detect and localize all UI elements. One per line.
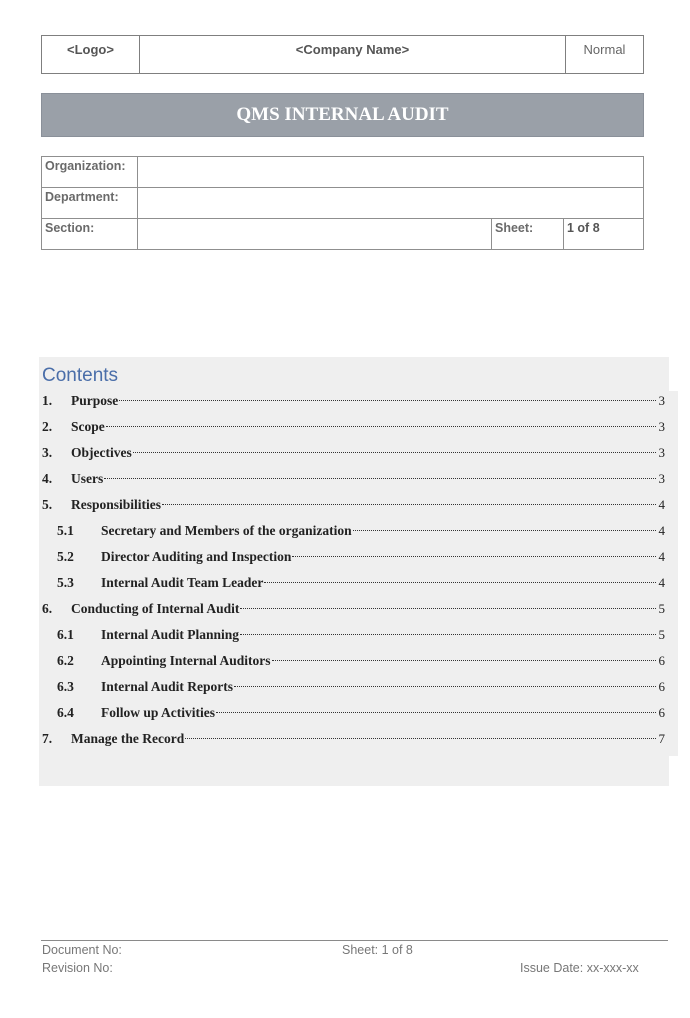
toc-entry-label: Responsibilities — [71, 497, 162, 512]
toc-entry-number: 5.1 — [57, 523, 74, 538]
toc-entry[interactable] — [42, 648, 665, 674]
toc-entry[interactable] — [42, 466, 665, 492]
toc-entry-label: Manage the Record — [71, 731, 185, 746]
toc-dot-leader — [353, 530, 656, 531]
header-table — [41, 35, 644, 74]
toc-entry[interactable] — [42, 518, 665, 544]
toc-entry-page: 4 — [658, 497, 665, 512]
toc-entry-label: Director Auditing and Inspection — [101, 549, 292, 564]
toc-entry-label: Conducting of Internal Audit — [71, 601, 240, 616]
toc-entry-number: 2. — [42, 419, 53, 434]
toc-entry-number: 7. — [42, 731, 53, 746]
toc-entry-label: Objectives — [71, 445, 132, 460]
info-table — [41, 156, 644, 250]
toc-entry-label: Appointing Internal Auditors — [101, 653, 271, 668]
toc-entry-number: 6.4 — [57, 705, 74, 720]
toc-entry-page: 7 — [658, 731, 665, 746]
toc-entry-label: Internal Audit Team Leader — [101, 575, 264, 590]
toc-entry-label: Internal Audit Planning — [101, 627, 240, 642]
toc-entry-label: Users — [71, 471, 104, 486]
toc-background-extension — [669, 391, 678, 756]
toc-entry-label: Secretary and Members of the organization — [101, 523, 352, 538]
toc-entry[interactable] — [42, 544, 665, 570]
organization-value[interactable] — [138, 157, 644, 188]
toc-entry[interactable] — [42, 388, 665, 414]
toc-entry[interactable] — [42, 596, 665, 622]
toc-dot-leader — [272, 660, 656, 661]
contents-heading: Contents — [42, 365, 119, 386]
toc-entry[interactable] — [42, 492, 665, 518]
toc-entry-page: 5 — [658, 627, 665, 642]
logo-placeholder: <Logo> — [42, 36, 140, 74]
toc-entry[interactable] — [42, 726, 665, 752]
toc-entry-page: 3 — [658, 471, 665, 486]
toc-entry-number: 6.2 — [57, 653, 74, 668]
toc-entry-number: 6. — [42, 601, 53, 616]
section-label: Section: — [42, 219, 138, 250]
document-number-label: Document No: — [42, 943, 122, 957]
toc-entry-label: Purpose — [71, 393, 119, 408]
toc-entry-label: Scope — [71, 419, 105, 434]
section-value[interactable] — [138, 219, 492, 250]
toc-dot-leader — [106, 426, 656, 427]
toc-list — [42, 388, 665, 752]
toc-entry[interactable] — [42, 414, 665, 440]
toc-dot-leader — [240, 634, 656, 635]
toc-entry-number: 6.3 — [57, 679, 74, 694]
toc-dot-leader — [185, 738, 656, 739]
toc-entry-number: 1. — [42, 393, 53, 408]
issue-date: Issue Date: xx-xxx-xx — [520, 961, 639, 975]
toc-dot-leader — [162, 504, 656, 505]
document-status: Normal — [566, 36, 644, 74]
toc-dot-leader — [264, 582, 656, 583]
toc-entry[interactable] — [42, 440, 665, 466]
toc-entry[interactable] — [42, 700, 665, 726]
toc-entry[interactable] — [42, 674, 665, 700]
toc-dot-leader — [234, 686, 656, 687]
toc-dot-leader — [104, 478, 656, 479]
toc-entry-page: 3 — [658, 393, 665, 408]
toc-entry[interactable] — [42, 570, 665, 596]
toc-entry-page: 5 — [658, 601, 665, 616]
company-name: <Company Name> — [140, 36, 566, 74]
toc-entry-page: 3 — [658, 419, 665, 434]
table-of-contents — [39, 357, 669, 786]
toc-entry[interactable] — [42, 622, 665, 648]
toc-entry-page: 4 — [658, 575, 665, 590]
toc-entry-number: 5. — [42, 497, 53, 512]
toc-entry-label: Follow up Activities — [101, 705, 215, 720]
toc-entry-page: 4 — [658, 523, 665, 538]
toc-entry-number: 3. — [42, 445, 53, 460]
toc-entry-number: 5.2 — [57, 549, 74, 564]
sheet-label: Sheet: — [492, 219, 564, 250]
document-title: QMS INTERNAL AUDIT — [41, 93, 644, 137]
footer-sheet: Sheet: 1 of 8 — [342, 943, 413, 957]
footer-divider — [41, 940, 668, 941]
toc-dot-leader — [133, 452, 656, 453]
toc-entry-page: 4 — [658, 549, 665, 564]
sheet-value: 1 of 8 — [564, 219, 644, 250]
toc-entry-page: 6 — [658, 705, 665, 720]
department-label: Department: — [42, 188, 138, 219]
toc-entry-number: 5.3 — [57, 575, 74, 590]
toc-entry-number: 6.1 — [57, 627, 74, 642]
toc-entry-page: 3 — [658, 445, 665, 460]
toc-dot-leader — [216, 712, 656, 713]
organization-label: Organization: — [42, 157, 138, 188]
revision-number-label: Revision No: — [42, 961, 113, 975]
toc-entry-label: Internal Audit Reports — [101, 679, 234, 694]
department-value[interactable] — [138, 188, 644, 219]
toc-dot-leader — [240, 608, 656, 609]
toc-dot-leader — [119, 400, 656, 401]
toc-entry-page: 6 — [658, 653, 665, 668]
toc-entry-number: 4. — [42, 471, 53, 486]
toc-entry-page: 6 — [658, 679, 665, 694]
toc-dot-leader — [292, 556, 656, 557]
